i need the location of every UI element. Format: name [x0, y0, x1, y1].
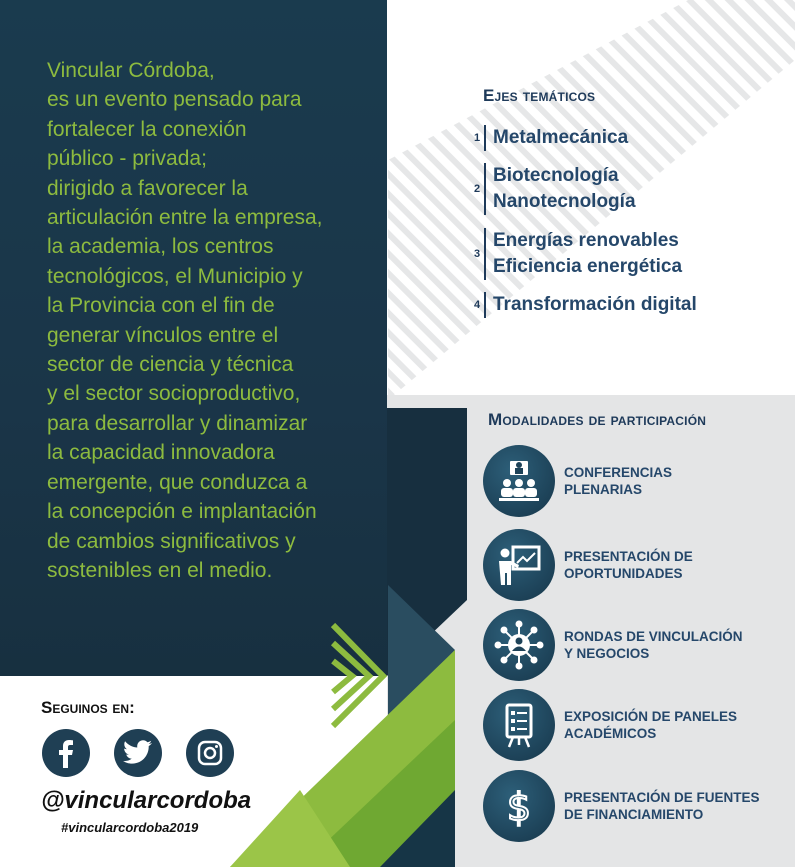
modalidad-item-3	[483, 609, 774, 681]
eje-number: 2	[474, 183, 481, 195]
eje-divider	[484, 163, 486, 215]
eje-label: Nanotecnología	[493, 191, 636, 212]
network-icon	[483, 609, 555, 681]
eje-divider	[484, 228, 486, 280]
twitter-icon[interactable]	[114, 729, 162, 777]
eje-item-4	[474, 292, 697, 318]
svg-text:$: $	[506, 785, 532, 829]
eje-number: 3	[474, 248, 481, 260]
eje-item-2	[474, 163, 636, 215]
modalidad-item-4	[483, 689, 774, 761]
modalidad-item-5	[483, 770, 774, 842]
eje-label: Energías renovables	[493, 230, 679, 251]
modalidad-label: EXPOSICIÓN DE PANELES ACADÉMICOS	[564, 709, 738, 741]
modalidades-title: Modalidades de participación	[488, 410, 707, 429]
eje-number: 4	[474, 299, 481, 311]
instagram-icon[interactable]	[186, 729, 234, 777]
social-handle[interactable]: @vincularcordoba	[41, 787, 252, 814]
audience-icon	[483, 445, 555, 517]
eje-label: Biotecnología	[493, 165, 619, 186]
ejes-tematicos-title: Ejes temáticos	[483, 86, 596, 105]
eje-number: 1	[474, 132, 481, 144]
modalidad-label: RONDAS DE VINCULACIÓN Y NEGOCIOS	[564, 629, 743, 661]
presenter-board-icon	[483, 529, 555, 601]
social-title: Seguinos en:	[41, 698, 135, 717]
eje-label: Metalmecánica	[493, 127, 629, 148]
hashtag: #vincularcordoba2019	[61, 820, 199, 835]
modalidad-label: PRESENTACIÓN DE FUENTES DE FINANCIAMIENTO	[564, 790, 760, 822]
eje-label: Eficiencia energética	[493, 256, 683, 277]
modalidad-label: PRESENTACIÓN DE OPORTUNIDADES	[564, 549, 693, 581]
intro-paragraph: Vincular Córdoba, es un evento pensado para fortalecer la conexión público - privada; dirigido a favorecer la articulación entre la empresa, la academia, los centros tecnológicos, el Municipio y la Provincia con el fin de generar vínculos entre el sector de ciencia y técnica y el sector socioproductivo, para desarrollar y dinamizar la capacidad innovadora emergente, que conduzca a la concepción e implantación de cambios significativos y sostenibles en el medio.	[47, 59, 323, 582]
eje-label: Transformación digital	[493, 294, 697, 315]
modalidad-item-2	[483, 529, 774, 601]
eje-divider	[484, 292, 486, 318]
dollar-icon	[483, 770, 555, 842]
modalidad-item-1	[483, 445, 774, 517]
eje-item-1	[474, 125, 628, 151]
facebook-icon[interactable]	[42, 729, 90, 777]
modalidad-label: CONFERENCIAS PLENARIAS	[564, 465, 673, 497]
checklist-board-icon	[483, 689, 555, 761]
eje-item-3	[474, 228, 682, 280]
eje-divider	[484, 125, 486, 151]
